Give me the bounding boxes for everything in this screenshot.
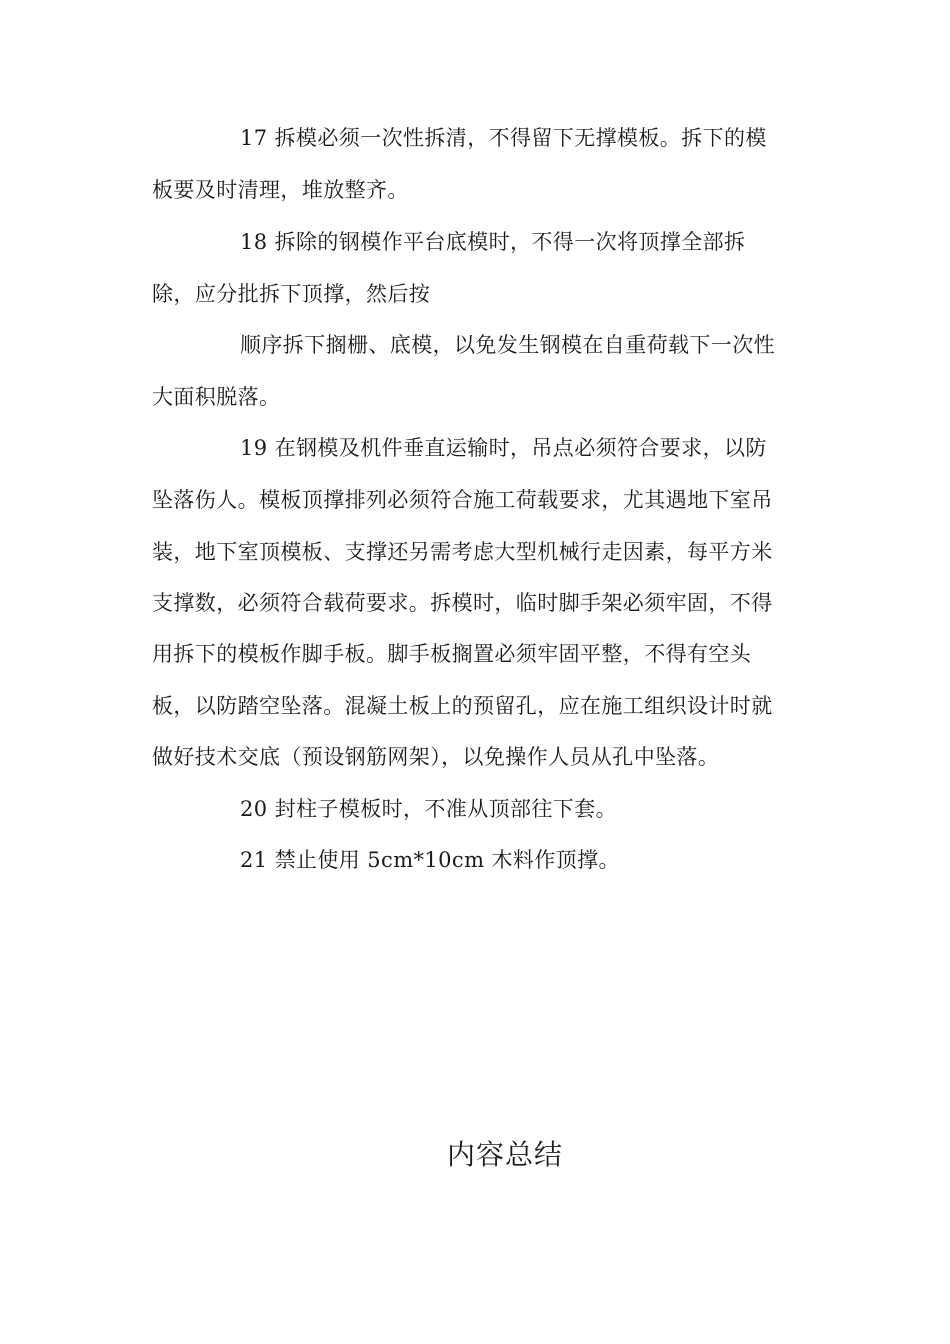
- paragraph-18-continued-line-1: 顺序拆下搁栅、底模，以免发生钢模在自重荷载下一次性: [240, 333, 775, 357]
- paragraph-17-line-1: 17 拆模必须一次性拆清，不得留下无撑模板。拆下的模: [240, 126, 767, 150]
- paragraph-19-line-5: 用拆下的模板作脚手板。脚手板搁置必须牢固平整，不得有空头: [152, 642, 752, 666]
- paragraph-19-line-2: 坠落伤人。模板顶撑排列必须符合施工荷载要求，尤其遇地下室吊: [152, 488, 773, 512]
- paragraph-19-line-3: 装，地下室顶模板、支撑还另需考虑大型机械行走因素，每平方米: [152, 540, 773, 564]
- paragraph-19-line-1: 19 在钢模及机件垂直运输时，吊点必须符合要求，以防: [240, 436, 767, 460]
- paragraph-18-line-1: 18 拆除的钢模作平台底模时，不得一次将顶撑全部拆: [240, 230, 746, 254]
- paragraph-18-continued-line-2: 大面积脱落。: [152, 385, 281, 409]
- summary-heading: 内容总结: [446, 1138, 563, 1171]
- paragraph-19-line-4: 支撑数，必须符合载荷要求。拆模时，临时脚手架必须牢固，不得: [152, 591, 773, 615]
- paragraph-19-line-7: 做好技术交底（预设钢筋网架），以免操作人员从孔中坠落。: [152, 745, 720, 769]
- paragraph-20-line-1: 20 封柱子模板时，不准从顶部往下套。: [240, 797, 617, 821]
- paragraph-19-line-6: 板，以防踏空坠落。混凝土板上的预留孔，应在施工组织设计时就: [152, 694, 773, 718]
- paragraph-17-line-2: 板要及时清理，堆放整齐。: [152, 178, 409, 202]
- paragraph-18-line-2: 除，应分批拆下顶撑，然后按: [152, 282, 431, 306]
- paragraph-21-line-1: 21 禁止使用 5cm*10cm 木料作顶撑。: [240, 848, 620, 872]
